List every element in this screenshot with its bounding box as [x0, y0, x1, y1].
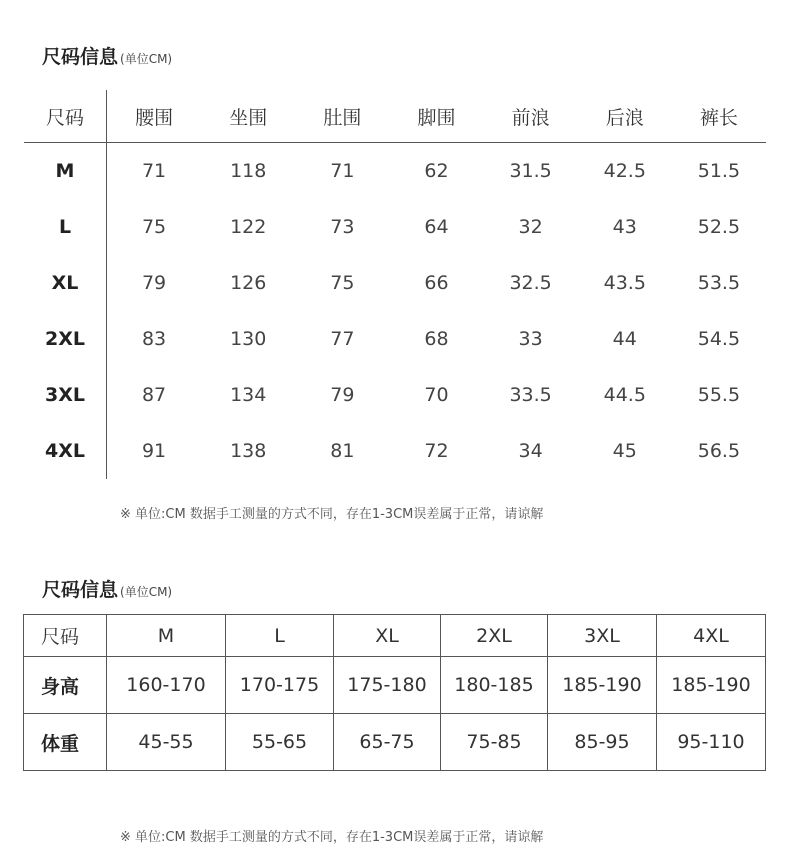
table-row — [24, 255, 766, 311]
table-row — [24, 199, 766, 255]
value-cell: 79 — [141, 272, 167, 294]
header-cell: 肚围 — [323, 106, 362, 129]
section2-title-text: 尺码信息 — [42, 579, 119, 601]
weight-label: 体重 — [24, 714, 107, 771]
weight-cell: 65-75 — [334, 714, 441, 771]
value-cell: 75 — [330, 272, 355, 294]
header-cell: 前浪 — [511, 106, 550, 129]
weight-cell: 55-65 — [226, 714, 334, 771]
value-cell: 72 — [424, 440, 449, 462]
value-cell: 83 — [141, 328, 167, 350]
header-cell: 后浪 — [605, 106, 644, 129]
value-cell: 55.5 — [697, 384, 741, 406]
weight-cell: 45-55 — [107, 714, 226, 771]
size-cell: L — [24, 199, 107, 255]
size-cell: M — [24, 143, 107, 199]
value-cell: 56.5 — [697, 440, 741, 462]
size-cell: 4XL — [657, 615, 766, 657]
value-cell: 81 — [330, 440, 355, 462]
value-cell: 122 — [230, 216, 267, 238]
value-cell: 68 — [424, 328, 449, 350]
section1-unit: (单位CM) — [120, 52, 173, 66]
section1-title-text: 尺码信息 — [42, 46, 119, 68]
value-cell: 64 — [424, 216, 449, 238]
value-cell: 70 — [424, 384, 449, 406]
height-label: 身高 — [24, 657, 107, 714]
measurement-note: ※ 单位:CM 数据手工测量的方式不同，存在1-3CM误差属于正常，请谅解 — [120, 507, 544, 522]
value-cell: 32 — [518, 216, 543, 238]
value-cell: 134 — [230, 384, 267, 406]
table-row — [24, 311, 766, 367]
value-cell: 79 — [330, 384, 355, 406]
value-cell: 71 — [141, 160, 167, 182]
value-cell: 42.5 — [603, 160, 646, 182]
header-cell: 腰围 — [135, 106, 174, 129]
weight-cell: 95-110 — [657, 714, 766, 771]
height-cell: 185-190 — [657, 657, 766, 714]
value-cell: 32.5 — [509, 272, 552, 294]
value-cell: 52.5 — [697, 216, 741, 238]
header-cell: 坐围 — [229, 106, 268, 129]
section2-unit: (单位CM) — [120, 585, 173, 599]
value-cell: 44 — [612, 328, 637, 350]
height-row — [24, 657, 766, 714]
section1-title — [42, 42, 172, 69]
height-cell: 175-180 — [334, 657, 441, 714]
table-row — [24, 423, 766, 479]
header-cell: 尺码 — [24, 90, 107, 142]
value-cell: 53.5 — [697, 272, 741, 294]
table-row — [24, 367, 766, 423]
value-cell: 54.5 — [697, 328, 741, 350]
value-cell: 62 — [424, 160, 449, 182]
size-cell: 4XL — [24, 423, 107, 479]
height-cell: 170-175 — [226, 657, 334, 714]
value-cell: 75 — [141, 216, 167, 238]
value-cell: 33 — [518, 328, 543, 350]
size-cell: 3XL — [24, 367, 107, 423]
table-row — [24, 143, 766, 199]
height-cell: 180-185 — [441, 657, 548, 714]
measurement-table — [24, 90, 766, 479]
value-cell: 91 — [141, 440, 167, 462]
size-cell: 2XL — [24, 311, 107, 367]
value-cell: 45 — [612, 440, 637, 462]
value-cell: 87 — [141, 384, 167, 406]
weight-cell: 75-85 — [441, 714, 548, 771]
value-cell: 43 — [612, 216, 637, 238]
size-cell: L — [226, 615, 334, 657]
value-cell: 73 — [330, 216, 355, 238]
size-label: 尺码 — [24, 615, 107, 657]
size-cell: M — [107, 615, 226, 657]
weight-cell: 85-95 — [548, 714, 657, 771]
size-cell: 3XL — [548, 615, 657, 657]
value-cell: 51.5 — [697, 160, 741, 182]
size-cell: 2XL — [441, 615, 548, 657]
size-header-row — [24, 615, 766, 657]
value-cell: 126 — [230, 272, 267, 294]
size-cell: XL — [334, 615, 441, 657]
weight-row — [24, 714, 766, 771]
value-cell: 43.5 — [603, 272, 646, 294]
size-note: ※ 单位:CM 数据手工测量的方式不同，存在1-3CM误差属于正常，请谅解 — [120, 830, 544, 845]
value-cell: 130 — [230, 328, 267, 350]
section2-title — [42, 575, 172, 602]
size-recommendation-table — [23, 614, 766, 771]
value-cell: 33.5 — [509, 384, 552, 406]
measurement-table-header — [24, 90, 766, 143]
size-cell: XL — [24, 255, 107, 311]
header-cell: 裤长 — [699, 106, 738, 129]
height-cell: 185-190 — [548, 657, 657, 714]
value-cell: 31.5 — [509, 160, 552, 182]
value-cell: 118 — [230, 160, 267, 182]
value-cell: 77 — [330, 328, 355, 350]
value-cell: 44.5 — [603, 384, 646, 406]
value-cell: 71 — [330, 160, 355, 182]
value-cell: 66 — [424, 272, 449, 294]
header-cell: 脚围 — [417, 106, 456, 129]
value-cell: 138 — [230, 440, 267, 462]
height-cell: 160-170 — [107, 657, 226, 714]
value-cell: 34 — [518, 440, 543, 462]
